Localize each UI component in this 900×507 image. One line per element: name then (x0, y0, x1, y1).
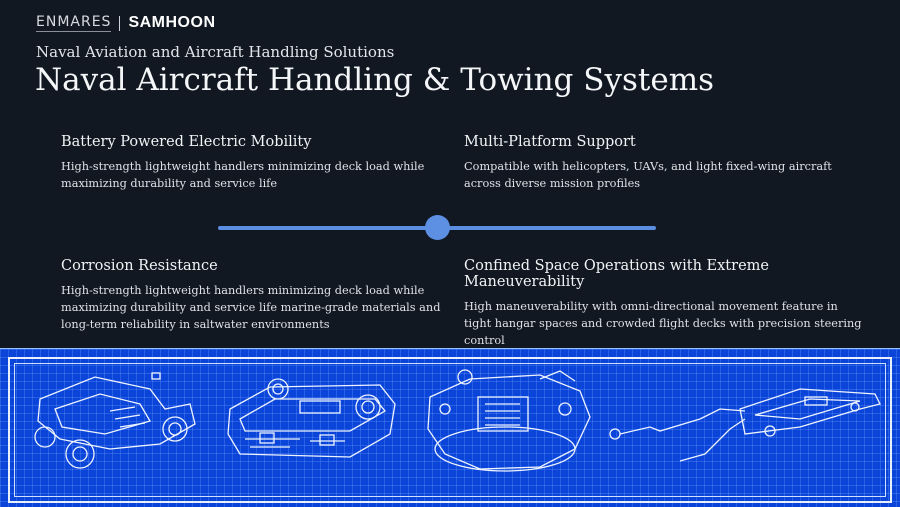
feature-heading: Corrosion Resistance (61, 258, 218, 274)
tow-cart-icon (228, 379, 395, 457)
feature-confined-space (464, 258, 864, 349)
feature-battery (61, 134, 451, 192)
feature-heading: Confined Space Operations with Extreme Maneuverability (464, 258, 769, 290)
logo-divider (119, 16, 120, 31)
feature-heading: Multi-Platform Support (464, 134, 636, 150)
slider-handle[interactable] (425, 215, 450, 240)
samhoon-logo: SAMHOON (128, 14, 216, 31)
feature-heading: Battery Powered Electric Mobility (61, 134, 312, 150)
feature-multi-platform (464, 134, 854, 192)
page-subtitle: Naval Aviation and Aircraft Handling Solutions (36, 43, 395, 61)
handler-vehicle-icon (35, 373, 195, 468)
feature-text: High maneuverability with omni-directional movement feature in tight hangar spaces and crowded flight decks with precision steering control (464, 300, 862, 347)
blueprint-banner (0, 348, 900, 507)
feature-corrosion (61, 258, 451, 333)
blueprint-illustrations (0, 349, 900, 507)
feature-text: Compatible with helicopters, UAVs, and light fixed-wing aircraft across diverse mission profiles (464, 160, 832, 190)
feature-text: High-strength lightweight handlers minimizing deck load while maximizing durability and service life (61, 160, 425, 190)
brand-logo (36, 14, 216, 32)
tow-bar-icon (610, 389, 880, 461)
enmares-logo: ENMARES (36, 14, 112, 30)
page-title: Naval Aircraft Handling & Towing Systems (35, 62, 715, 98)
round-tug-icon (428, 370, 590, 471)
feature-text: High-strength lightweight handlers minimizing deck load while maximizing durability and service life marine-grade materials and long-term reliability in saltwater environments (61, 284, 441, 331)
